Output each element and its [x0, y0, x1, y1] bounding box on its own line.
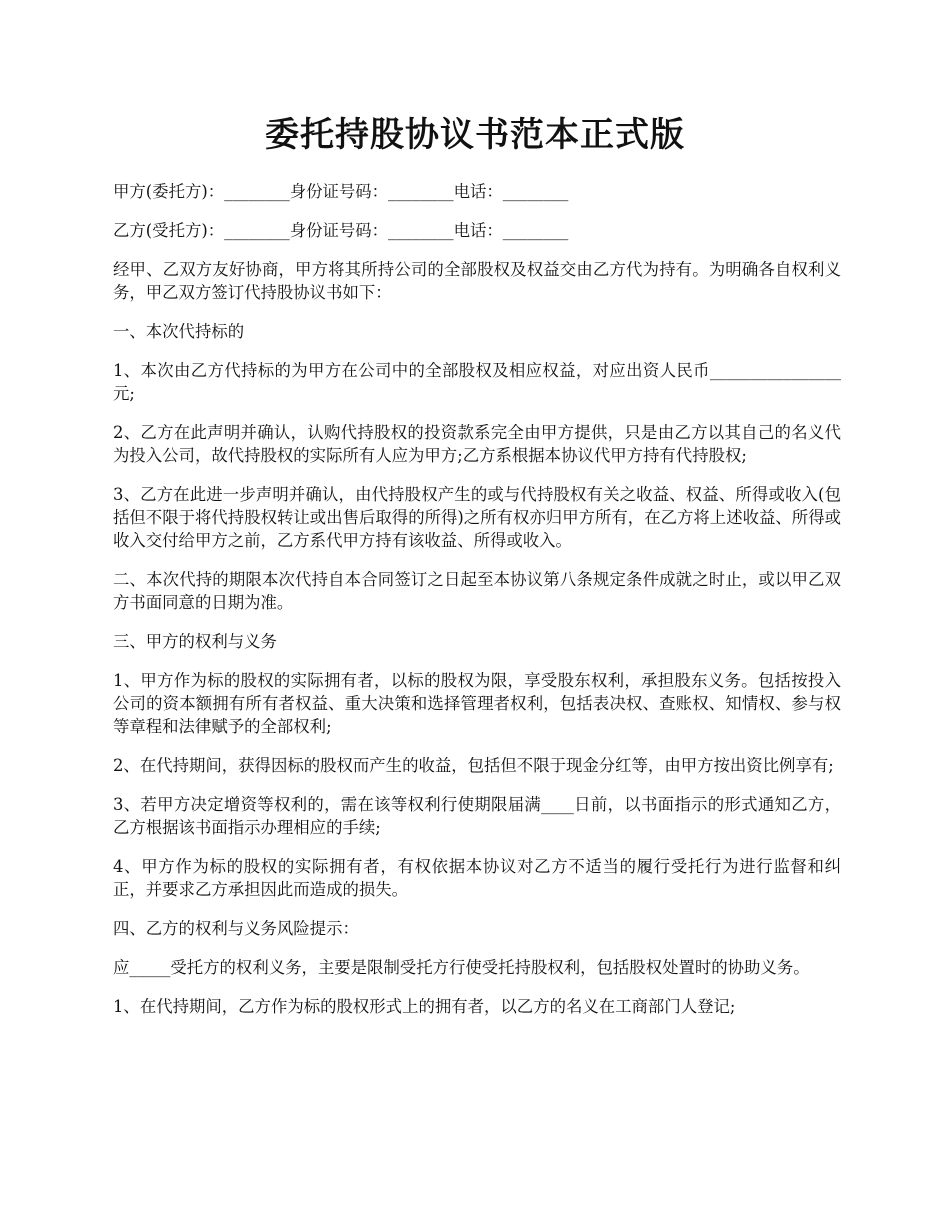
clause-1-3: 3、乙方在此进一步声明并确认，由代持股权产生的或与代持股权有关之收益、权益、所得或收入(包括但不限于将代持股权转让或出售后取得的所得)之所有权亦归甲方所有，在乙方将上述收益、所得或收入交付给甲方之前，乙方系代甲方持有该收益、所得或收入。 [113, 485, 841, 550]
clause-3-2: 2、在代持期间，获得因标的股权而产生的收益，包括但不限于现金分红等，由甲方按出资比例享有; [113, 756, 834, 775]
section-heading-2: 二、本次代持的期限本次代持自本合同签订之日起至本协议第八条规定条件成就之时止，或以甲乙双方书面同意的日期为准。 [113, 570, 841, 612]
clause-1-1: 1、本次由乙方代持标的为甲方在公司中的全部股权及相应权益，对应出资人民币________________元; [113, 361, 841, 403]
intro-paragraph: 经甲、乙双方友好协商，甲方将其所持公司的全部股权及权益交由乙方代为持有。为明确各自权利义务，甲乙双方签订代持股协议书如下： [113, 260, 841, 302]
clause-3-3: 3、若甲方决定增资等权利的，需在该等权利行使期限届满____日前，以书面指示的形式通知乙方，乙方根据该书面指示办理相应的手续; [113, 795, 841, 837]
document-title: 委托持股协议书范本正式版 [265, 115, 685, 155]
party-a-line: 甲方(委托方)：________身份证号码：________电话：________ [113, 182, 569, 201]
clause-4-1: 1、在代持期间，乙方作为标的股权形式上的拥有者，以乙方的名义在工商部门人登记; [113, 997, 736, 1016]
clause-3-4: 4、甲方作为标的股权的实际拥有者，有权依据本协议对乙方不适当的履行受托行为进行监督和纠正，并要求乙方承担因此而造成的损失。 [113, 857, 841, 899]
party-b-line: 乙方(受托方)：________身份证号码：________电话：________ [113, 221, 569, 240]
risk-note: 应_____受托方的权利义务，主要是限制受托方行使受托持股权利，包括股权处置时的协助义务。 [113, 958, 810, 977]
clause-1-2: 2、乙方在此声明并确认，认购代持股权的投资款系完全由甲方提供，只是由乙方以其自己的名义代为投入公司，故代持股权的实际所有人应为甲方;乙方系根据本协议代甲方持有代持股权; [113, 423, 841, 465]
clause-3-1: 1、甲方作为标的股权的实际拥有者，以标的股权为限，享受股东权利，承担股东义务。包括按投入公司的资本额拥有所有者权益、重大决策和选择管理者权利，包括表决权、查账权、知情权、参与权等章程和法律赋予的全部权利; [113, 671, 841, 736]
document-body [113, 180, 841, 1034]
section-heading-3: 三、甲方的权利与义务 [113, 632, 277, 651]
section-heading-1: 一、本次代持标的 [113, 322, 245, 341]
section-heading-4: 四、乙方的权利与义务风险提示： [113, 919, 359, 938]
